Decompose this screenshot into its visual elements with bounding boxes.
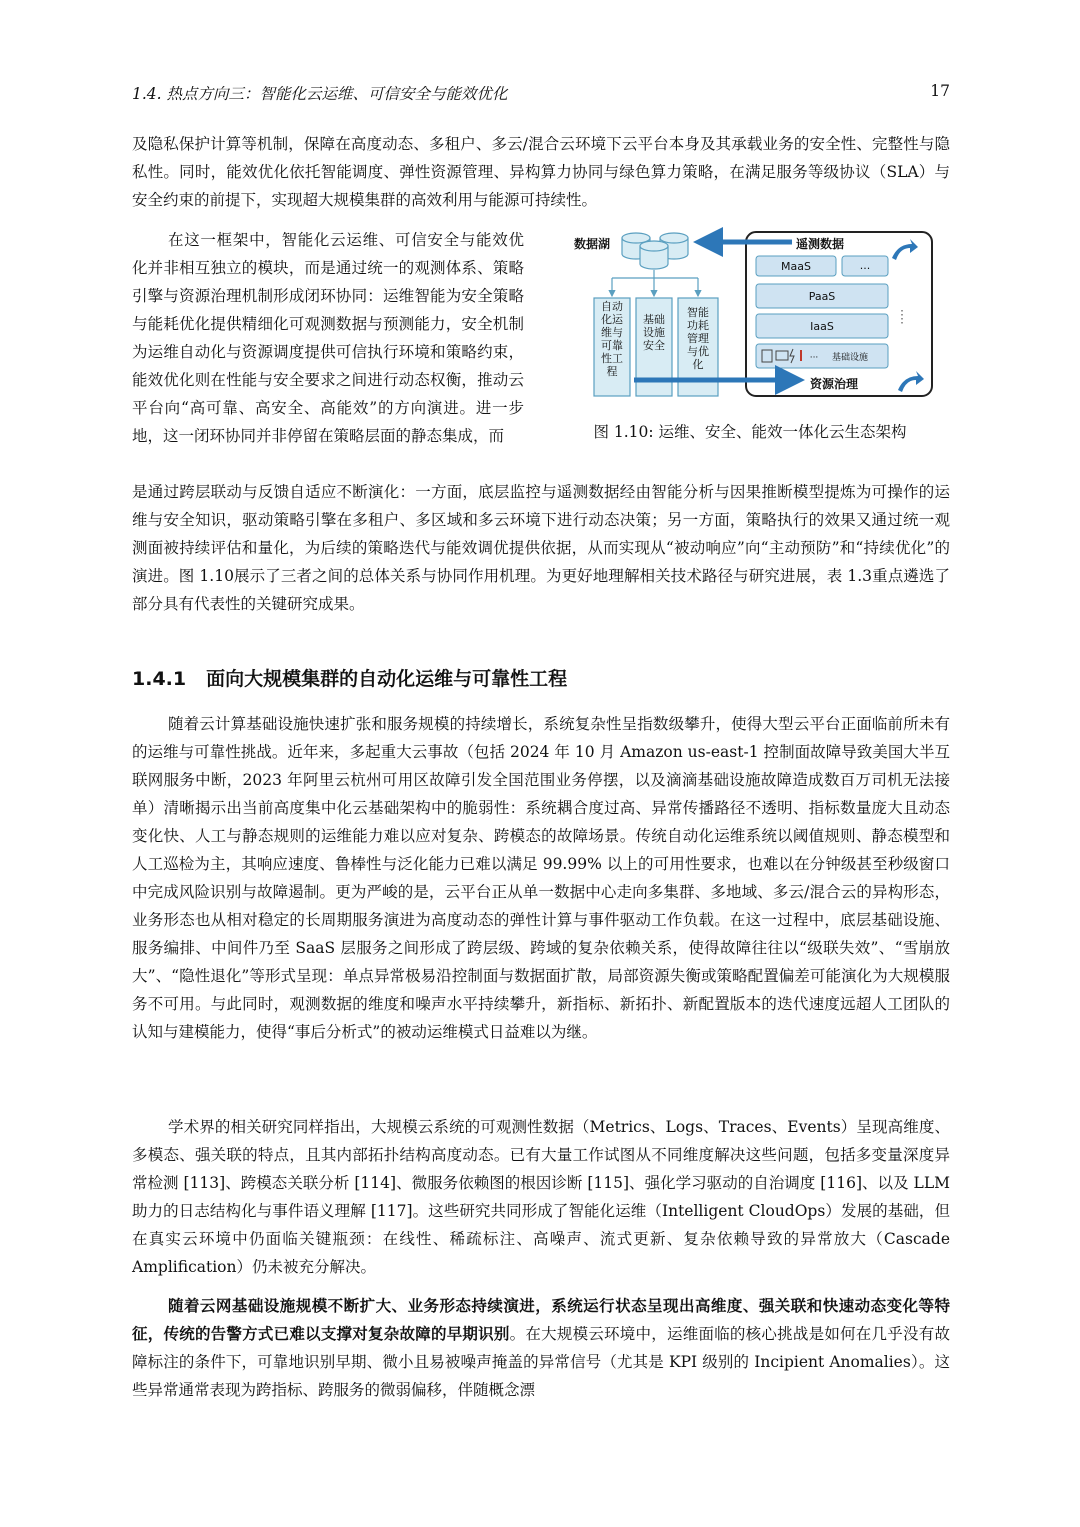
section-number: 1.4.1 [132,668,187,690]
col3-line-0: 智能 [687,306,709,319]
datalake-label: 数据湖 [574,237,611,251]
paragraph-2-continued: 是通过跨层联动与反馈自适应不断演化：一方面，底层监控与遥测数据经由智能分析与因果推断模型提炼为可操作的运维与安全知识，驱动策略引擎在多租户、多区域和多云环境下进行动态决策；另一方面，策略执行的效果又通过统一观测面被持续评估和量化，为后续的策略迭代与能效调优提供依据，从而实现从“被动响应”向“主动预防”和“持续优化”的演进。图 1.10展示了三者之间的总体关系与协同作用机理。为更好地理解相关技术路径与研究进展，表 1.3重点遴选了部分具有代表性的关键研究成果。 [132,483,950,613]
paragraph-5 [132,1292,950,1404]
section-heading [132,664,567,691]
col2-line-1: 设施 [643,326,665,339]
paragraph-3: 随着云计算基础设施快速扩张和服务规模的持续增长，系统复杂性呈指数级攀升，使得大型云平台正面临前所未有的运维与可靠性挑战。近年来，多起重大云事故（包括 2024 年 10 月 Amazon us-east-1 控制面故障导致美国大半互联网服务中断，2023 年阿里云杭州可用区故障引发全国范围业务停摆，以及滴滴基础设施故障造成数百万司机无法接单）清晰揭示出当前高度集中化云基础架构中的脆弱性：系统耦合度过高、异常传播路径不透明、指标数量庞大且动态变化快、人工与静态规则的运维能力难以应对复杂、跨模态的故障场景。传统自动化运维系统以阈值规则、静态模型和人工巡检为主，其响应速度、鲁棒性与泛化能力已难以满足 99.99% 以上的可用性要求，也难以在分钟级甚至秒级窗口中完成风险识别与故障遏制。更为严峻的是，云平台正从单一数据中心走向多集群、多地域、多云/混合云的异构形态，业务形态也从相对稳定的长周期服务演进为高度动态的弹性计算与事件驱动工作负载。在这一过程中，底层基础设施、服务编排、中间件乃至 SaaS 层服务之间形成了跨层级、跨域的复杂依赖关系，使得故障往往以“级联失效”、“雪崩放大”、“隐性退化”等形式呈现：单点异常极易沿控制面与数据面扩散，局部资源失衡或策略配置偏差可能演化为大规模服务不可用。与此同时，观测数据的维度和噪声水平持续攀升，新指标、新拓扑、新配置版本的迭代速度远超人工团队的认知与建模能力，使得“事后分析式”的被动运维模式日益难以为继。 [132,715,950,1041]
architecture-diagram [562,224,938,410]
iaas-label: IaaS [810,320,834,333]
infrastructure-label: 基础设施 [831,353,869,363]
header-section-title: 1.4. 热点方向三：智能化云运维、可信安全与能效优化 [132,85,508,103]
col3-line-2: 管理 [687,332,709,345]
page-header [132,82,950,104]
page-number: 17 [930,82,950,100]
col3-line-4: 化 [692,358,704,371]
paas-label: PaaS [808,290,836,303]
distribution-lines [612,270,698,296]
figure-caption: 图 1.10: 运维、安全、能效一体化云生态架构 [593,423,907,441]
col1-line-5: 程 [606,365,618,378]
more-label: ... [859,259,871,272]
col3-line-3: 与优 [687,345,709,358]
paragraph-2-wrapped: 在这一框架中，智能化云运维、可信安全与能效优化并非相互独立的模块，而是通过统一的观测体系、策略引擎与资源治理机制形成闭环协同：运维智能为安全策略与能耗优化提供精细化可观测数据与预测能力，安全机制为运维自动化与资源调度提供可信执行环境和策略约束，能效优化则在性能与安全要求之间进行动态权衡，推动云平台向“高可靠、高安全、高能效”的方向演进。进一步地，这一闭环协同并非停留在策略层面的静态集成，而 [132,231,524,445]
col1-line-2: 维与 [601,326,623,339]
paragraph-1: 及隐私保护计算等机制，保障在高度动态、多租户、多云/混合云环境下云平台本身及其承载业务的安全性、完整性与隐私性。同时，能效优化依托智能调度、弹性资源管理、异构算力协同与绿色算力策略，在满足服务等级协议（SLA）与安全约束的前提下，实现超大规模集群的高效利用与能源可持续性。 [132,135,950,209]
paragraph-4: 学术界的相关研究同样指出，大规模云系统的可观测性数据（Metrics、Logs、Traces、Events）呈现高维度、多模态、强关联的特点，且其内部拓扑结构高度动态。已有大量工作试图从不同维度解决这些问题，包括多变量深度异常检测 [113]、跨模态关联分析 [114]、微服务依赖图的根因诊断 [115]、强化学习驱动的自治调度 [116]、以及 LLM 助力的日志结构化与事件语义理解 [117]。这些研究共同形成了智能化运维（Intelligent CloudOps）发展的基础，但在真实云环境中仍面临关键瓶颈：在线性、稀疏标注、高噪声、流式更新、复杂依赖导致的异常放大（Cascade Amplification）仍未被充分解决。 [132,1118,950,1276]
col1-line-4: 性工 [601,352,623,365]
maas-label: MaaS [781,260,811,273]
paragraph-5-emphasis: 随着云网基础设施规模不断扩大、业务形态持续演进，系统运行状态呈现出高维度、强关联和快速动态变化等特征，传统的告警方式已难以支撑对复杂故障的早期识别 [132,1296,950,1343]
col1-line-0: 自动 [601,300,623,313]
col2-line-2: 安全 [643,339,665,352]
database-icon [622,233,688,269]
col1-line-1: 化运 [601,313,623,326]
col3-line-1: 功耗 [687,319,709,332]
col1-line-3: 可靠 [601,339,623,352]
section-title: 面向大规模集群的自动化运维与可靠性工程 [206,668,568,690]
paragraph-5-body: 。在大规模云环境中，运维面临的核心挑战是如何在几乎没有故障标注的条件下，可靠地识别早期、微小且易被噪声掩盖的异常信号（尤其是 KPI 级别的 Incipient Anomalies）。这些异常通常表现为跨指标、跨服务的微弱偏移，伴随概念漂 [132,1325,950,1399]
telemetry-label: 遥测数据 [795,237,845,251]
governance-label: 资源治理 [809,377,859,391]
figure-architecture [562,224,938,410]
infrastructure-dots: ··· [809,353,819,363]
col2-line-0: 基础 [643,313,665,326]
